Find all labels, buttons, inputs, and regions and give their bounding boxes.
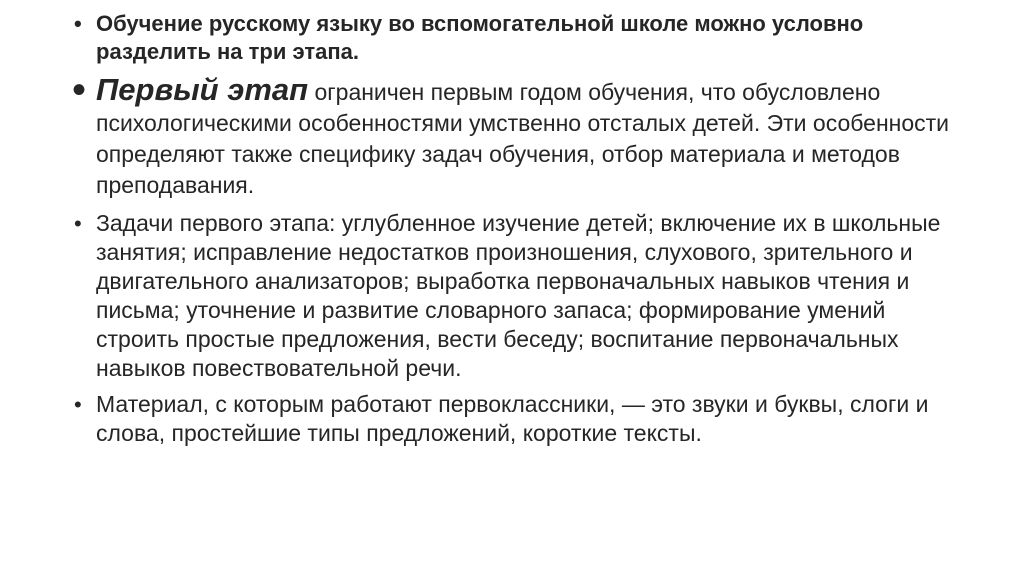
bullet-list — [74, 10, 954, 455]
bullet-body-first-stage: ограничен первым годом обучения, что обусловлено психологическими особенностями умственно отсталых детей. Эти особенности определяют также специфику задач обучения, отбор материала и методов преподавания. — [96, 79, 950, 198]
bullet-dot-icon: • — [72, 68, 87, 112]
bullet-item-material — [74, 390, 954, 448]
bullet-dot-icon: • — [74, 11, 82, 36]
bullet-text-tasks: Задачи первого этапа: углубленное изучение детей; включение их в школьные занятия; исправление недостатков произношения, слухового, зрительного и двигательного анализаторов; выработка первоначальных навыков чтения и письма; уточнение и развитие словарного запаса; формирование умений строить простые предложения, вести беседу; воспитание первоначальных навыков повествовательной речи. — [96, 210, 941, 381]
bullet-text-first-stage — [96, 74, 954, 201]
bullet-item-intro — [74, 10, 954, 66]
lead-term: Первый этап — [96, 72, 309, 107]
bullet-dot-icon: • — [74, 211, 82, 236]
bullet-dot-icon: • — [74, 392, 82, 417]
bullet-item-first-stage — [72, 68, 954, 201]
bullet-item-tasks — [74, 209, 954, 383]
bullet-text-intro: Обучение русскому языку во вспомогательной школе можно условно разделить на три этапа. — [96, 11, 864, 64]
bullet-text-material: Материал, с которым работают первоклассники, — это звуки и буквы, слоги и слова, простейшие типы предложений, короткие тексты. — [96, 391, 929, 446]
